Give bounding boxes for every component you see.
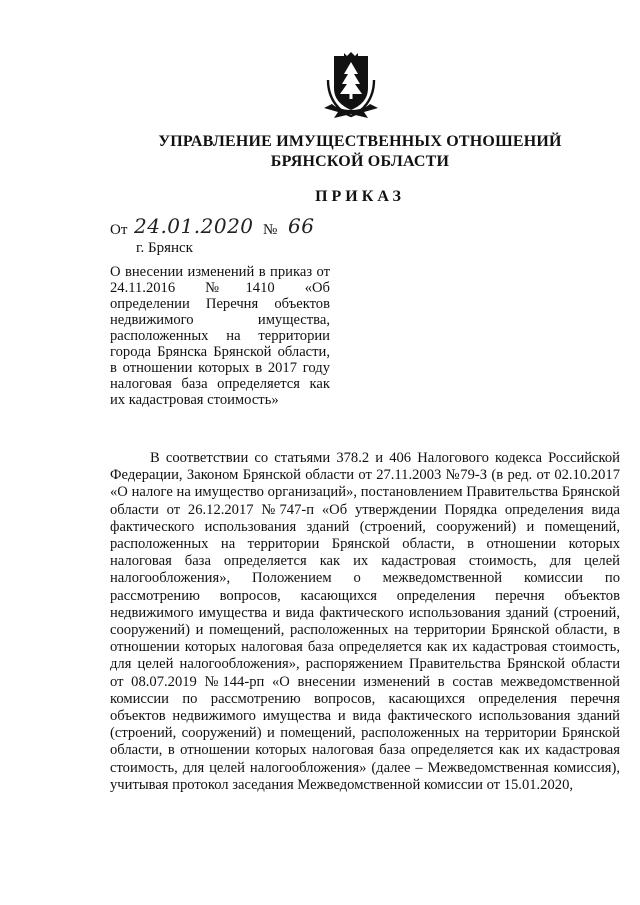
number-sign: №: [263, 222, 278, 238]
organization-name: [150, 132, 570, 172]
date-prefix: От: [110, 222, 128, 238]
order-number: 66: [288, 214, 315, 238]
order-body-paragraph: В соответствии со статьями 378.2 и 406 Налогового кодекса Российской Федерации, Законом Брянской области от 27.11.2003 №79-З (в ред. от 02.10.2017 «О налоге на имущество организаций», постановлением Правительства Брянской области от 26.12.2017 №747-п «Об утверждении Порядка определения вида фактического использования зданий (строений, сооружений) и помещений, расположенных на территории Брянской области, в отношении которых налоговая база определяется как их кадастровая стоимость, для целей налогообложения», Положением о межведомственной комиссии по рассмотрению вопросов, касающихся определения перечня объектов недвижимого имущества и вида фактического использования зданий (строений, сооружений) и помещений, расположенных на территории Брянской области, в отношении которых налоговая база определяется как их кадастровая стоимость, для целей налогообложения», распоряжением Правительства Брянской области от 08.07.2019 №144-рп «О внесении изменений в состав межведомственной комиссии по рассмотрению вопросов, касающихся определения перечня объектов недвижимого имущества и вида фактического использования зданий (строений, сооружений) и помещений, расположенных на территории Брянской области, в отношении которых налоговая база определяется как их кадастровая стоимость, для целей налогообложения» (далее – Межведомственная комиссия), учитывая протокол заседания Межведомственной комиссии от 15.01.2020,: [110, 450, 620, 793]
city: г. Брянск: [136, 240, 193, 256]
org-name-line-1: УПРАВЛЕНИЕ ИМУЩЕСТВЕННЫХ ОТНОШЕНИЙ: [158, 133, 562, 150]
org-name-line-2: БРЯНСКОЙ ОБЛАСТИ: [270, 153, 450, 170]
coat-of-arms-icon: [320, 52, 382, 120]
order-subject: О внесении изменений в приказ от 24.11.2016 №1410 «Об определении Перечня объектов недвижимого имущества, расположенных на территории города Брянска Брянской области, в отношении которых в 2017 году налоговая база определяется как их кадастровая стоимость»: [110, 264, 330, 408]
order-date: 24.01.2020: [134, 214, 254, 238]
document-type-title: ПРИКАЗ: [315, 188, 405, 205]
